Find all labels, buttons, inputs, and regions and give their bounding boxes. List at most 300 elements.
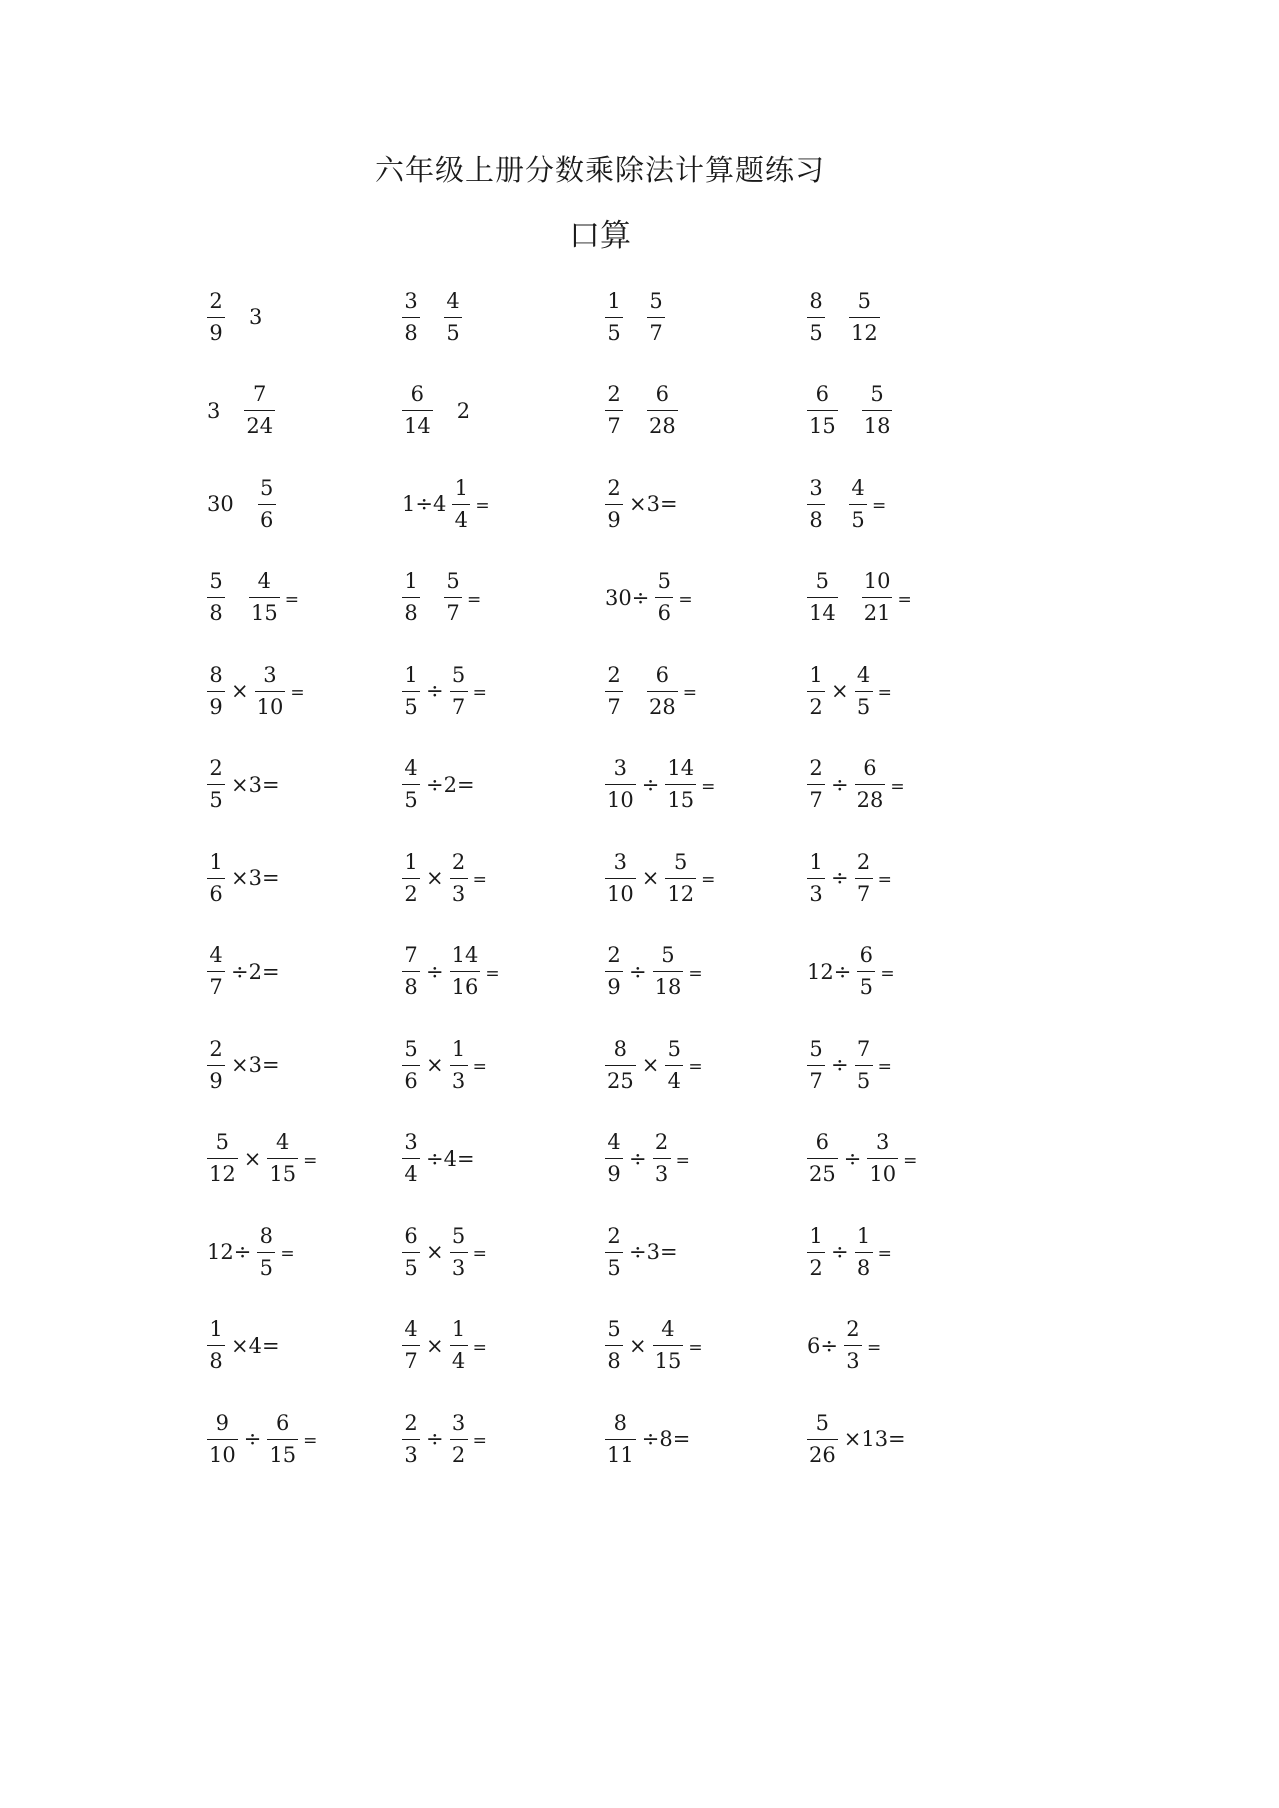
numerator: 5 — [667, 1036, 682, 1061]
numerator: 14 — [667, 756, 695, 780]
denominator: 15 — [267, 1158, 298, 1185]
fraction — [807, 384, 838, 437]
denominator: 7 — [605, 410, 623, 437]
fraction — [402, 1132, 420, 1185]
integer: 30÷ — [605, 585, 650, 610]
exercise-row — [204, 1311, 1044, 1381]
equals-sign: = — [688, 1057, 703, 1077]
denominator: 9 — [605, 971, 623, 998]
exercise-item — [804, 1404, 909, 1474]
denominator: 6 — [258, 504, 276, 531]
operator: ×3= — [231, 1053, 280, 1077]
denominator: 18 — [653, 971, 684, 998]
denominator: 15 — [665, 784, 696, 811]
denominator: 10 — [207, 1439, 238, 1466]
exercise-item — [602, 750, 715, 820]
fraction — [807, 662, 825, 719]
equals-sign: = — [877, 683, 892, 703]
denominator: 10 — [605, 878, 636, 905]
fraction — [807, 1132, 838, 1185]
exercise-item — [602, 843, 715, 913]
operator: ÷ — [426, 679, 444, 703]
fraction — [258, 475, 276, 532]
fraction — [665, 758, 696, 811]
operator: ÷ — [426, 1427, 444, 1451]
exercise-item — [804, 843, 892, 913]
exercise-item — [204, 1030, 283, 1100]
fraction — [450, 945, 481, 998]
fraction — [647, 384, 678, 437]
numerator: 1 — [404, 569, 418, 593]
numerator: 2 — [607, 382, 621, 406]
exercise-item — [602, 1311, 703, 1381]
fraction — [655, 571, 673, 624]
equals-sign: = — [290, 683, 305, 703]
numerator: 5 — [215, 1130, 230, 1154]
denominator: 5 — [807, 317, 825, 344]
fraction — [653, 1319, 684, 1372]
numerator: 2 — [451, 849, 466, 874]
numerator: 5 — [870, 382, 884, 406]
exercise-item — [804, 750, 905, 820]
fraction — [807, 1410, 838, 1467]
equals-sign: = — [303, 1431, 318, 1451]
fraction — [450, 849, 468, 906]
numerator: 6 — [404, 1223, 418, 1248]
numerator: 1 — [856, 1223, 871, 1248]
numerator: 6 — [859, 943, 874, 967]
operator: ÷4= — [426, 1146, 475, 1171]
fraction — [452, 475, 470, 532]
exercise-row — [204, 469, 1044, 539]
denominator: 5 — [605, 1252, 623, 1279]
equals-sign: = — [472, 1431, 487, 1451]
exercise-item — [399, 1217, 487, 1287]
numerator: 1 — [454, 475, 469, 500]
operator: ÷2= — [426, 772, 475, 797]
exercise-item — [399, 843, 487, 913]
fraction — [402, 945, 420, 998]
fraction — [450, 1410, 468, 1467]
denominator: 15 — [653, 1345, 684, 1372]
equals-sign: = — [475, 496, 490, 516]
operator: × — [231, 679, 249, 703]
exercise-row — [204, 282, 1044, 352]
fraction — [807, 288, 825, 345]
fraction — [267, 1132, 298, 1185]
fraction — [807, 1223, 825, 1280]
equals-sign: = — [284, 589, 299, 610]
numerator: 3 — [809, 475, 823, 500]
fraction — [605, 758, 636, 811]
numerator: 7 — [253, 382, 267, 406]
numerator: 6 — [815, 1130, 830, 1154]
denominator: 7 — [207, 971, 225, 998]
denominator: 12 — [849, 317, 880, 344]
exercise-item — [602, 563, 693, 633]
operator: × — [426, 866, 444, 890]
section-title: 口算 — [569, 218, 631, 254]
denominator: 4 — [402, 1158, 420, 1185]
numerator: 14 — [451, 943, 479, 967]
numerator: 3 — [404, 1130, 418, 1154]
fraction — [207, 1132, 238, 1185]
exercise-item — [804, 282, 883, 352]
denominator: 5 — [855, 1065, 873, 1092]
exercise-item — [602, 376, 681, 446]
integer: 3 — [249, 305, 263, 329]
numerator: 6 — [815, 382, 830, 406]
exercise-item — [804, 937, 895, 1007]
exercise-row — [204, 563, 1044, 633]
exercise-item — [399, 1404, 487, 1474]
fraction — [450, 662, 468, 719]
denominator: 7 — [807, 1065, 825, 1092]
numerator: 5 — [404, 1036, 418, 1061]
equals-sign: = — [872, 496, 887, 516]
numerator: 2 — [654, 1130, 669, 1154]
exercise-item — [804, 563, 912, 633]
exercise-item — [399, 282, 465, 352]
exercise-item — [602, 282, 668, 352]
operator: × — [426, 1240, 444, 1264]
equals-sign: = — [675, 1150, 690, 1171]
operator: ÷ — [641, 772, 660, 797]
numerator: 4 — [851, 475, 865, 500]
numerator: 2 — [809, 756, 823, 780]
operator: × — [629, 1333, 647, 1358]
fraction — [605, 849, 636, 906]
operator: ÷ — [629, 959, 647, 984]
denominator: 12 — [665, 878, 696, 905]
equals-sign: = — [472, 870, 487, 890]
exercise-item — [804, 1124, 917, 1194]
numerator: 3 — [451, 1410, 466, 1435]
exercise-item — [602, 1404, 693, 1474]
denominator: 9 — [207, 317, 225, 344]
numerator: 8 — [613, 1036, 628, 1061]
exercise-item — [602, 1217, 681, 1287]
equals-sign: = — [485, 963, 500, 984]
exercise-item — [602, 656, 697, 726]
denominator: 4 — [450, 1345, 468, 1372]
denominator: 5 — [402, 1252, 420, 1279]
equals-sign: = — [897, 589, 912, 610]
numerator: 1 — [404, 662, 418, 687]
equals-sign: = — [877, 1244, 892, 1264]
denominator: 8 — [605, 1345, 623, 1372]
fraction — [255, 662, 286, 719]
equals-sign: = — [303, 1150, 318, 1171]
numerator: 7 — [856, 1036, 871, 1061]
denominator: 21 — [862, 597, 893, 624]
exercise-row — [204, 937, 1044, 1007]
fraction — [605, 475, 623, 532]
fraction — [207, 1410, 238, 1467]
fraction — [267, 1410, 298, 1467]
fraction — [653, 945, 684, 998]
exercise-row — [204, 1124, 1044, 1194]
exercise-row — [204, 1030, 1044, 1100]
denominator: 5 — [402, 691, 420, 718]
fraction — [855, 1036, 873, 1093]
numerator: 5 — [209, 569, 223, 593]
denominator: 14 — [402, 410, 433, 437]
denominator: 7 — [444, 597, 462, 624]
fraction — [207, 571, 225, 624]
numerator: 4 — [446, 288, 460, 313]
denominator: 7 — [450, 691, 468, 718]
numerator: 6 — [655, 382, 670, 406]
numerator: 2 — [404, 1410, 418, 1435]
numerator: 5 — [607, 1317, 621, 1341]
denominator: 3 — [844, 1345, 862, 1372]
operator: × — [426, 1053, 444, 1077]
fraction — [857, 945, 875, 998]
integer: 1÷4 — [402, 492, 447, 516]
numerator: 5 — [815, 569, 830, 593]
denominator: 14 — [807, 597, 838, 624]
fraction — [450, 1319, 468, 1372]
exercise-item — [399, 656, 487, 726]
denominator: 8 — [855, 1252, 873, 1279]
exercise-row — [204, 1217, 1044, 1287]
denominator: 6 — [207, 878, 225, 905]
numerator: 2 — [209, 756, 223, 780]
fraction — [844, 1319, 862, 1372]
exercise-item — [399, 376, 473, 446]
numerator: 6 — [276, 1410, 290, 1435]
exercise-item — [804, 376, 895, 446]
numerator: 3 — [404, 288, 418, 313]
denominator: 5 — [857, 971, 875, 998]
fraction — [402, 384, 433, 437]
operator: ×3= — [231, 772, 280, 797]
denominator: 3 — [402, 1439, 420, 1466]
exercise-item — [204, 750, 283, 820]
numerator: 1 — [451, 1317, 466, 1341]
denominator: 8 — [402, 597, 420, 624]
denominator: 5 — [444, 317, 462, 344]
numerator: 1 — [809, 849, 823, 874]
numerator: 2 — [209, 1036, 223, 1061]
operator: ÷ — [831, 772, 849, 797]
denominator: 5 — [257, 1252, 275, 1279]
exercise-item — [204, 376, 278, 446]
operator: ÷2= — [231, 959, 280, 984]
denominator: 15 — [807, 410, 838, 437]
denominator: 5 — [402, 784, 420, 811]
equals-sign: = — [678, 589, 693, 610]
exercise-item — [204, 469, 279, 539]
equals-sign: = — [903, 1150, 918, 1171]
fraction — [807, 1036, 825, 1093]
numerator: 7 — [404, 943, 418, 967]
operator: ÷ — [843, 1146, 862, 1171]
exercise-item — [804, 469, 886, 539]
numerator: 4 — [257, 569, 272, 593]
exercise-item — [602, 937, 703, 1007]
fraction — [605, 662, 623, 719]
fraction — [807, 475, 825, 532]
numerator: 1 — [809, 1223, 823, 1248]
denominator: 9 — [207, 691, 225, 718]
operator: ÷ — [243, 1427, 262, 1451]
denominator: 26 — [807, 1439, 838, 1466]
numerator: 6 — [410, 382, 425, 406]
fraction — [444, 288, 462, 345]
fraction — [807, 849, 825, 906]
equals-sign: = — [701, 776, 716, 797]
denominator: 28 — [855, 784, 886, 811]
integer: 2 — [456, 398, 471, 423]
fraction — [862, 571, 893, 624]
denominator: 2 — [807, 1252, 825, 1279]
denominator: 7 — [855, 878, 873, 905]
fraction — [402, 1036, 420, 1093]
page-title: 六年级上册分数乘除法计算题练习 — [374, 153, 825, 187]
fraction — [244, 384, 275, 437]
fraction — [207, 288, 225, 345]
fraction — [207, 945, 225, 998]
numerator: 2 — [607, 662, 621, 687]
exercise-item — [204, 563, 299, 633]
denominator: 4 — [452, 504, 470, 531]
numerator: 5 — [674, 849, 688, 874]
denominator: 3 — [450, 1065, 468, 1092]
exercise-item — [602, 1124, 690, 1194]
exercise-item — [804, 1030, 892, 1100]
denominator: 11 — [605, 1439, 636, 1466]
denominator: 3 — [653, 1158, 671, 1185]
fraction — [207, 758, 225, 811]
numerator: 4 — [661, 1317, 675, 1341]
fraction — [855, 662, 873, 719]
numerator: 6 — [863, 756, 877, 780]
integer: 12÷ — [207, 1240, 252, 1264]
denominator: 8 — [807, 504, 825, 531]
equals-sign: = — [472, 683, 487, 703]
numerator: 5 — [857, 288, 872, 313]
exercise-item — [399, 1030, 487, 1100]
denominator: 6 — [655, 597, 673, 624]
exercise-item — [804, 1311, 881, 1381]
operator: ÷8= — [641, 1427, 691, 1451]
denominator: 10 — [605, 784, 636, 811]
denominator: 5 — [605, 317, 623, 344]
denominator: 8 — [207, 1345, 225, 1372]
fraction — [402, 758, 420, 811]
numerator: 2 — [607, 943, 621, 967]
exercise-item — [204, 1124, 317, 1194]
denominator: 10 — [867, 1158, 898, 1185]
denominator: 8 — [402, 971, 420, 998]
fraction — [444, 571, 462, 624]
fraction — [647, 288, 665, 345]
exercise-row — [204, 656, 1044, 726]
fraction — [257, 1223, 275, 1280]
denominator: 3 — [807, 878, 825, 905]
operator: ÷ — [831, 1240, 849, 1264]
denominator: 25 — [807, 1158, 838, 1185]
fraction — [605, 1410, 636, 1467]
exercise-item — [399, 469, 490, 539]
numerator: 2 — [856, 849, 871, 874]
operator: × — [426, 1333, 444, 1358]
operator: × — [641, 866, 660, 890]
exercise-row — [204, 750, 1044, 820]
operator: ÷ — [629, 1146, 647, 1171]
numerator: 5 — [451, 1223, 466, 1248]
operator: ÷ — [831, 1053, 849, 1077]
fraction — [450, 1223, 468, 1280]
numerator: 5 — [649, 288, 663, 313]
integer: 12÷ — [807, 959, 852, 984]
equals-sign: = — [472, 1057, 487, 1077]
fraction — [855, 849, 873, 906]
denominator: 16 — [450, 971, 481, 998]
exercise-item — [602, 1030, 703, 1100]
fraction — [807, 571, 838, 624]
fraction — [849, 288, 880, 345]
exercise-item — [804, 1217, 892, 1287]
denominator: 8 — [207, 597, 225, 624]
exercise-item — [204, 1404, 317, 1474]
numerator: 3 — [613, 756, 628, 780]
denominator: 15 — [249, 597, 280, 624]
numerator: 1 — [209, 1317, 223, 1341]
operator: ÷ — [426, 959, 444, 984]
operator: × — [641, 1053, 660, 1077]
exercise-item — [399, 937, 500, 1007]
operator: × — [831, 679, 849, 703]
numerator: 1 — [809, 662, 823, 687]
fraction — [647, 662, 678, 719]
fraction — [450, 1036, 468, 1093]
fraction — [402, 1223, 420, 1280]
equals-sign: = — [467, 589, 482, 610]
denominator: 2 — [450, 1439, 468, 1466]
numerator: 2 — [846, 1317, 860, 1341]
numerator: 5 — [260, 475, 274, 500]
exercise-row — [204, 376, 1044, 446]
denominator: 2 — [402, 878, 420, 905]
denominator: 3 — [450, 1252, 468, 1279]
exercise-item — [204, 282, 265, 352]
operator: ×3= — [231, 866, 280, 890]
equals-sign: = — [880, 963, 895, 984]
numerator: 8 — [209, 662, 223, 687]
denominator: 12 — [207, 1158, 238, 1185]
exercise-row — [204, 1404, 1044, 1474]
exercise-item — [204, 1217, 295, 1287]
numerator: 1 — [209, 849, 223, 874]
numerator: 4 — [607, 1130, 621, 1154]
fraction — [855, 1223, 873, 1280]
numerator: 2 — [607, 1223, 621, 1248]
numerator: 5 — [446, 569, 460, 593]
denominator: 9 — [605, 1158, 623, 1185]
numerator: 1 — [607, 288, 621, 313]
numerator: 4 — [209, 943, 223, 967]
operator: ×13= — [843, 1427, 906, 1451]
denominator: 25 — [605, 1065, 636, 1092]
exercise-item — [399, 1311, 487, 1381]
denominator: 15 — [267, 1439, 298, 1466]
denominator: 3 — [450, 878, 468, 905]
equals-sign: = — [688, 1337, 703, 1358]
fraction — [207, 849, 225, 906]
